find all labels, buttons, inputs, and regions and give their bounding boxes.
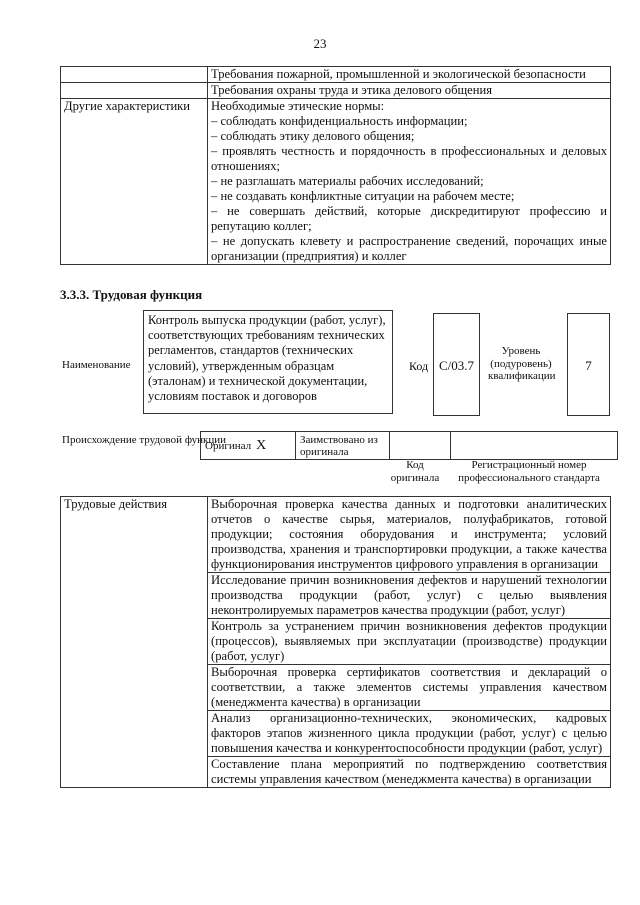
row-value: Требования пожарной, промышленной и экологической безопасности (208, 67, 611, 83)
ethics-item: – не допускать клевету и распространение сведений, порочащих иные организации (предприятия) и коллег (211, 234, 607, 263)
row-value: Требования охраны труда и этика делового общения (208, 83, 611, 99)
labor-action-item: Исследование причин возникновения дефектов и нарушений технологии производства продукции (работ, услуг) с целью выявления неконтролируемых параметров качества продукции (работ, услуг) (208, 573, 611, 619)
ethics-item: – не создавать конфликтные ситуации на рабочем месте; (211, 189, 515, 203)
row-label (61, 67, 208, 83)
labor-action-item: Анализ организационно-технических, экономических, кадровых факторов этапов жизненного цикла продукции (работ, услуг) с целью повышения качества и конкурентоспособности продукции (работ, услуг) (208, 711, 611, 757)
row-label-other-characteristics: Другие характеристики (61, 99, 208, 265)
labor-action-item: Составление плана мероприятий по подтверждению соответствия системы управления качеством (менеджмента качества) в организации (208, 757, 611, 788)
labor-actions-label: Трудовые действия (61, 497, 208, 788)
ethics-item: – соблюдать конфиденциальность информации; (211, 114, 468, 128)
original-cell (201, 432, 296, 460)
registration-caption: Регистрационный номер профессионального стандарта (458, 459, 600, 484)
labor-action-item: Контроль за устранением причин возникновения дефектов продукции (процессов), выявляемых при эксплуатации (производстве) продукции (работ, услуг) (208, 619, 611, 665)
borrowed-label: Заимствовано из оригинала (296, 432, 390, 460)
original-label: Оригинал (205, 439, 252, 452)
table-row (61, 497, 611, 573)
table-row (61, 83, 611, 99)
ethics-item: Необходимые этические нормы: (211, 99, 385, 113)
labor-action-item: Выборочная проверка сертификатов соответствия и деклараций о соответствии, а также элементов системы управления качеством (менеджмента качества) в организации (208, 665, 611, 711)
labor-action-item: Выборочная проверка качества данных и подготовки аналитических отчетов о качестве сырья, материалов, полуфабрикатов, готовой продукции; состояния оборудования и инструмента; условий производства, хранения и транспортировки продукции, а также качества функционирования инструментов цифрового управления в организации (208, 497, 611, 573)
page-number: 23 (313, 36, 327, 51)
characteristics-table (60, 66, 611, 265)
section-title: 3.3.3. Трудовая функция (60, 287, 203, 302)
function-code: С/03.7 (433, 313, 480, 416)
name-label: Наименование (62, 359, 131, 371)
original-code-cell (390, 432, 451, 460)
origin-table (200, 431, 618, 460)
ethics-item: – проявлять честность и порядочность в профессиональных и деловых отношениях; (211, 144, 607, 173)
code-label: Код (409, 359, 429, 373)
ethics-item: – не совершать действий, которые дискредитируют профессию и репутацию коллег; (211, 204, 607, 233)
table-row (201, 432, 618, 460)
code-caption: Код оригинала (390, 459, 440, 484)
ethics-item: – соблюдать этику делового общения; (211, 129, 415, 143)
registration-number-cell (451, 432, 618, 460)
labor-actions-table (60, 496, 611, 788)
row-label (61, 83, 208, 99)
table-row (61, 67, 611, 83)
level-label: Уровень (подуровень) квалификации (488, 345, 556, 382)
function-name: Контроль выпуска продукции (работ, услуг), соответствующих требованиям технических регламентов, стандартов (технических условий), утвержденным образцам (эталонам) и технической документации, условиям поставок и договоров (143, 310, 393, 414)
table-row (61, 99, 611, 265)
origin-label: Происхождение трудовой функции (62, 434, 227, 446)
ethics-item: – не разглашать материалы рабочих исследований; (211, 174, 484, 188)
qualification-level: 7 (567, 313, 610, 416)
original-mark: X (256, 437, 267, 453)
ethics-list (208, 99, 611, 265)
